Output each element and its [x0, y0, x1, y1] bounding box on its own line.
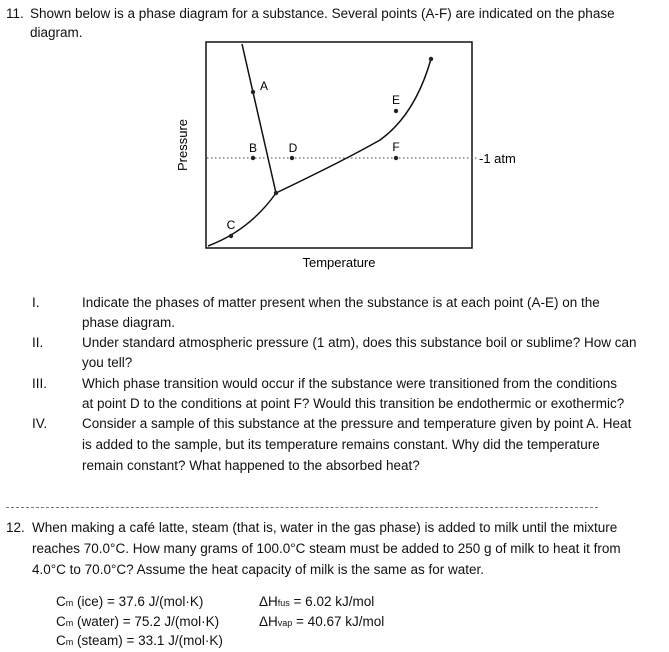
- cm-water-value: (water) = 75.2 J/(mol·K): [77, 614, 220, 629]
- dh-vap-subscript: vap: [277, 618, 293, 628]
- question-3-line1: Which phase transition would occur if the substance were transitioned from the conditions: [82, 376, 618, 391]
- triple-point-marker: [274, 191, 278, 195]
- solid-gas-boundary: [208, 193, 276, 246]
- question-roman-1: I.: [32, 295, 40, 310]
- question-roman-3: III.: [32, 376, 48, 391]
- cm-steam-value: (steam) = 33.1 J/(mol·K): [77, 633, 223, 648]
- dh-symbol: ΔH: [259, 614, 278, 629]
- constant-dh-vap: [259, 612, 384, 633]
- question-11-prompt-line2: diagram.: [30, 25, 83, 40]
- point-b-label: B: [248, 141, 258, 155]
- cm-subscript: m: [65, 637, 74, 647]
- question-12-line3: 4.0°C to 70.0°C? Assume the heat capacity of milk is the same as for water.: [32, 562, 485, 577]
- solid-liquid-boundary: [242, 44, 276, 193]
- cm-subscript: m: [65, 598, 74, 608]
- point-a-label: A: [259, 79, 269, 93]
- section-divider: [6, 507, 598, 508]
- cm-symbol: C: [56, 614, 66, 629]
- cm-symbol: C: [56, 594, 66, 609]
- dh-fus-subscript: fus: [277, 598, 290, 608]
- question-12-line1: When making a café latte, steam (that is, water in the gas phase) is added to milk until the mixture: [32, 520, 618, 535]
- question-4-line2: is added to the sample, but its temperature remains constant. Why did the temperature: [82, 437, 600, 452]
- point-b-marker: [251, 156, 255, 160]
- question-4-line1: Consider a sample of this substance at the pressure and temperature given by point A. Heat: [82, 416, 632, 431]
- question-1-line1: Indicate the phases of matter present when the substance is at each point (A-E) on the: [82, 295, 600, 310]
- point-d-marker: [290, 156, 294, 160]
- x-axis-label: Temperature: [302, 255, 376, 270]
- question-roman-2: II.: [32, 335, 44, 350]
- point-e-label: E: [391, 93, 401, 107]
- question-11-number: 11.: [6, 6, 24, 21]
- cm-symbol: C: [56, 633, 66, 648]
- question-12-number: 12.: [6, 520, 25, 535]
- liquid-gas-boundary: [276, 59, 431, 193]
- dh-vap-value: = 40.67 kJ/mol: [292, 614, 385, 629]
- point-f-marker: [394, 156, 398, 160]
- question-2-line2: you tell?: [82, 355, 133, 370]
- question-11-prompt-line1: Shown below is a phase diagram for a substance. Several points (A-F) are indicated on the phase: [30, 6, 615, 21]
- diagram-frame: [206, 42, 472, 248]
- point-a-marker: [251, 90, 255, 94]
- question-roman-4: IV.: [32, 416, 48, 431]
- constant-cm-water: [56, 612, 219, 633]
- constant-cm-steam: [56, 631, 223, 652]
- point-c-marker: [229, 234, 233, 238]
- question-12-line2: reaches 70.0°C. How many grams of 100.0°C steam must be added to 250 g of milk to heat it from: [32, 541, 621, 556]
- phase-diagram: [0, 0, 669, 290]
- dh-symbol: ΔH: [259, 594, 278, 609]
- question-4-line3: remain constant? What happened to the absorbed heat?: [82, 458, 420, 473]
- dh-fus-value: = 6.02 kJ/mol: [289, 594, 375, 609]
- one-atm-label: -1 atm: [479, 151, 516, 166]
- cm-subscript: m: [65, 618, 74, 628]
- question-1-line2: phase diagram.: [82, 315, 176, 330]
- cm-ice-value: (ice) = 37.6 J/(mol·K): [77, 594, 204, 609]
- point-d-label: D: [288, 141, 298, 155]
- critical-point-marker: [429, 57, 433, 61]
- constant-cm-ice: [56, 592, 203, 613]
- point-e-marker: [394, 109, 398, 113]
- constant-dh-fus: [259, 592, 374, 613]
- point-f-label: F: [392, 140, 400, 154]
- question-2-line1: Under standard atmospheric pressure (1 atm), does this substance boil or sublime? How can: [82, 335, 637, 350]
- point-c-label: C: [226, 218, 236, 232]
- y-axis-label: Pressure: [175, 118, 190, 172]
- question-3-line2: at point D to the conditions at point F? Would this transition be endothermic or exothermic?: [82, 396, 625, 411]
